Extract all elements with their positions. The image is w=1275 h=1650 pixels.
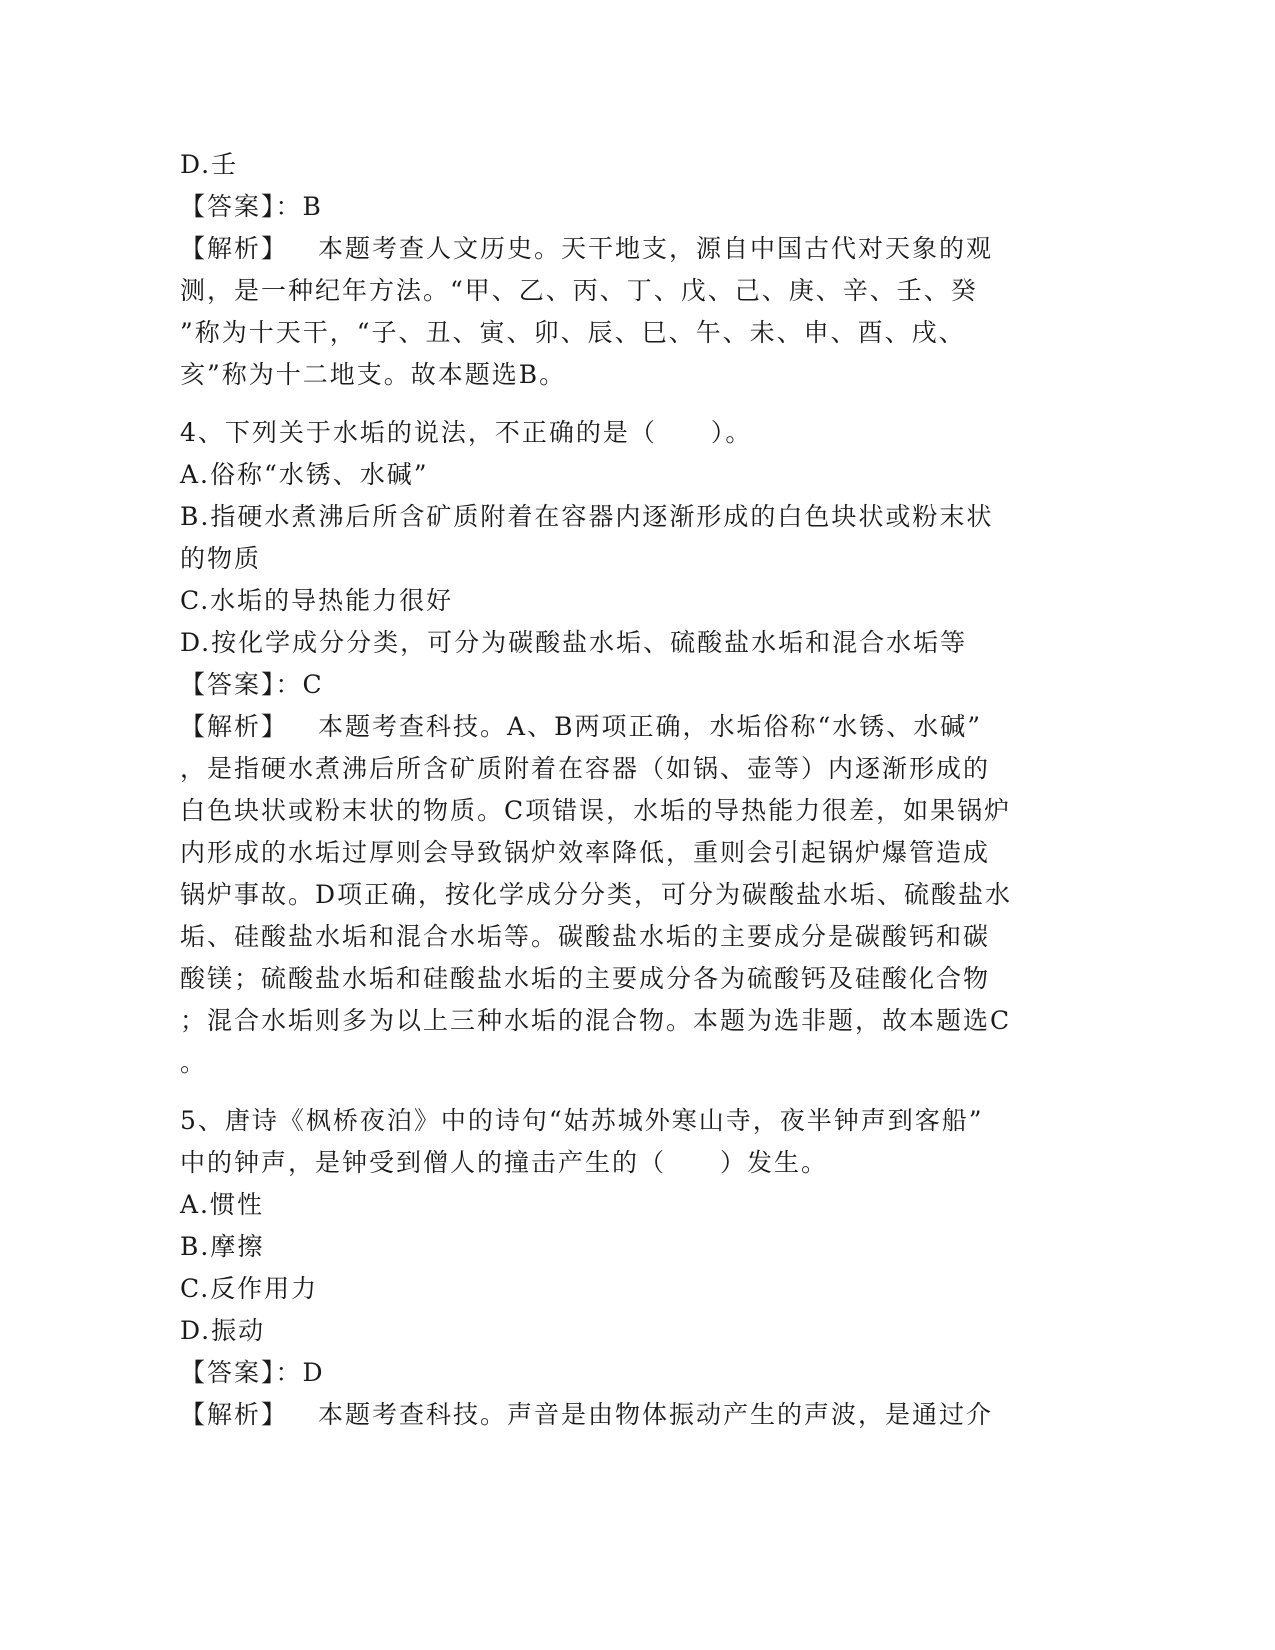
q4-option-c: C.水垢的导热能力很好 — [180, 586, 454, 615]
q5-question-cont: 中的钟声，是钟受到僧人的撞击产生的（ ）发生。 — [180, 1148, 829, 1177]
analysis-label: 【解析】 — [180, 1400, 289, 1429]
q4-option-a: A.俗称“水锈、水碱” — [180, 460, 429, 489]
answer-value: ：B — [275, 192, 323, 221]
q4-analysis-line: 锅炉事故。D项正确，按化学成分分类，可分为碳酸盐水垢、硫酸盐水 — [180, 880, 1013, 909]
q5-question: 5、唐诗《枫桥夜泊》中的诗句“姑苏城外寒山寺，夜半钟声到客船” — [180, 1106, 984, 1135]
analysis-text: 本题考查人文历史。天干地支，源自中国古代对天象的观 — [318, 234, 994, 263]
q5-analysis-line — [180, 1394, 1060, 1436]
q3-option-d: D.壬 — [180, 150, 239, 179]
document-content — [180, 144, 1060, 1436]
q4-analysis-line: ，是指硬水煮沸后所含矿质附着在容器（如锅、壶等）内逐渐形成的 — [180, 754, 991, 783]
analysis-label: 【解析】 — [180, 712, 289, 741]
q5-option-a: A.惯性 — [180, 1190, 265, 1219]
q4-option-b: B.指硬水煮沸后所含矿质附着在容器内逐渐形成的白色块状或粉末状 — [180, 502, 994, 531]
q4-analysis-line: 内形成的水垢过厚则会导致锅炉效率降低，重则会引起锅炉爆管造成 — [180, 838, 991, 867]
q4-analysis-line: 垢、硅酸盐水垢和混合水垢等。碳酸盐水垢的主要成分是碳酸钙和碳 — [180, 922, 991, 951]
answer-value: ：D — [275, 1358, 325, 1387]
q4-answer — [180, 664, 1060, 706]
q4-analysis-line — [180, 706, 1060, 748]
q4-question: 4、下列关于水垢的说法，不正确的是（ ）。 — [180, 418, 753, 447]
answer-label: 【答案】 — [180, 670, 276, 699]
q3-answer — [180, 186, 1060, 228]
q5-answer — [180, 1352, 1060, 1394]
analysis-label: 【解析】 — [180, 234, 289, 263]
answer-value: ：C — [275, 670, 324, 699]
q4-analysis-line: ；混合水垢则多为以上三种水垢的混合物。本题为选非题，故本题选C — [180, 1006, 1012, 1035]
q5-option-c: C.反作用力 — [180, 1274, 319, 1303]
q4-analysis-line: 酸镁；硫酸盐水垢和硅酸盐水垢的主要成分各为硫酸钙及硅酸化合物 — [180, 964, 991, 993]
answer-label: 【答案】 — [180, 192, 276, 221]
q4-option-d: D.按化学成分分类，可分为碳酸盐水垢、硫酸盐水垢和混合水垢等 — [180, 628, 968, 657]
q3-analysis-line: 亥”称为十二地支。故本题选B。 — [180, 360, 567, 389]
answer-label: 【答案】 — [180, 1358, 276, 1387]
q4-option-b-cont: 的物质 — [180, 544, 262, 573]
q4-analysis-line: 。 — [180, 1048, 208, 1077]
analysis-text: 本题考查科技。声音是由物体振动产生的声波，是通过介 — [318, 1400, 994, 1429]
q3-analysis-line — [180, 228, 1060, 270]
q5-option-b: B.摩擦 — [180, 1232, 265, 1261]
q3-analysis-line: ”称为十天干，“子、丑、寅、卯、辰、巳、午、未、申、酉、戌、 — [180, 318, 966, 347]
q5-option-d: D.振动 — [180, 1316, 266, 1345]
q3-analysis-line: 测，是一种纪年方法。“甲、乙、丙、丁、戊、己、庚、辛、壬、癸 — [180, 276, 978, 305]
q4-analysis-line: 白色块状或粉末状的物质。C项错误，水垢的导热能力很差，如果锅炉 — [180, 796, 1012, 825]
analysis-text: 本题考查科技。A、B两项正确，水垢俗称“水锈、水碱” — [318, 712, 983, 741]
